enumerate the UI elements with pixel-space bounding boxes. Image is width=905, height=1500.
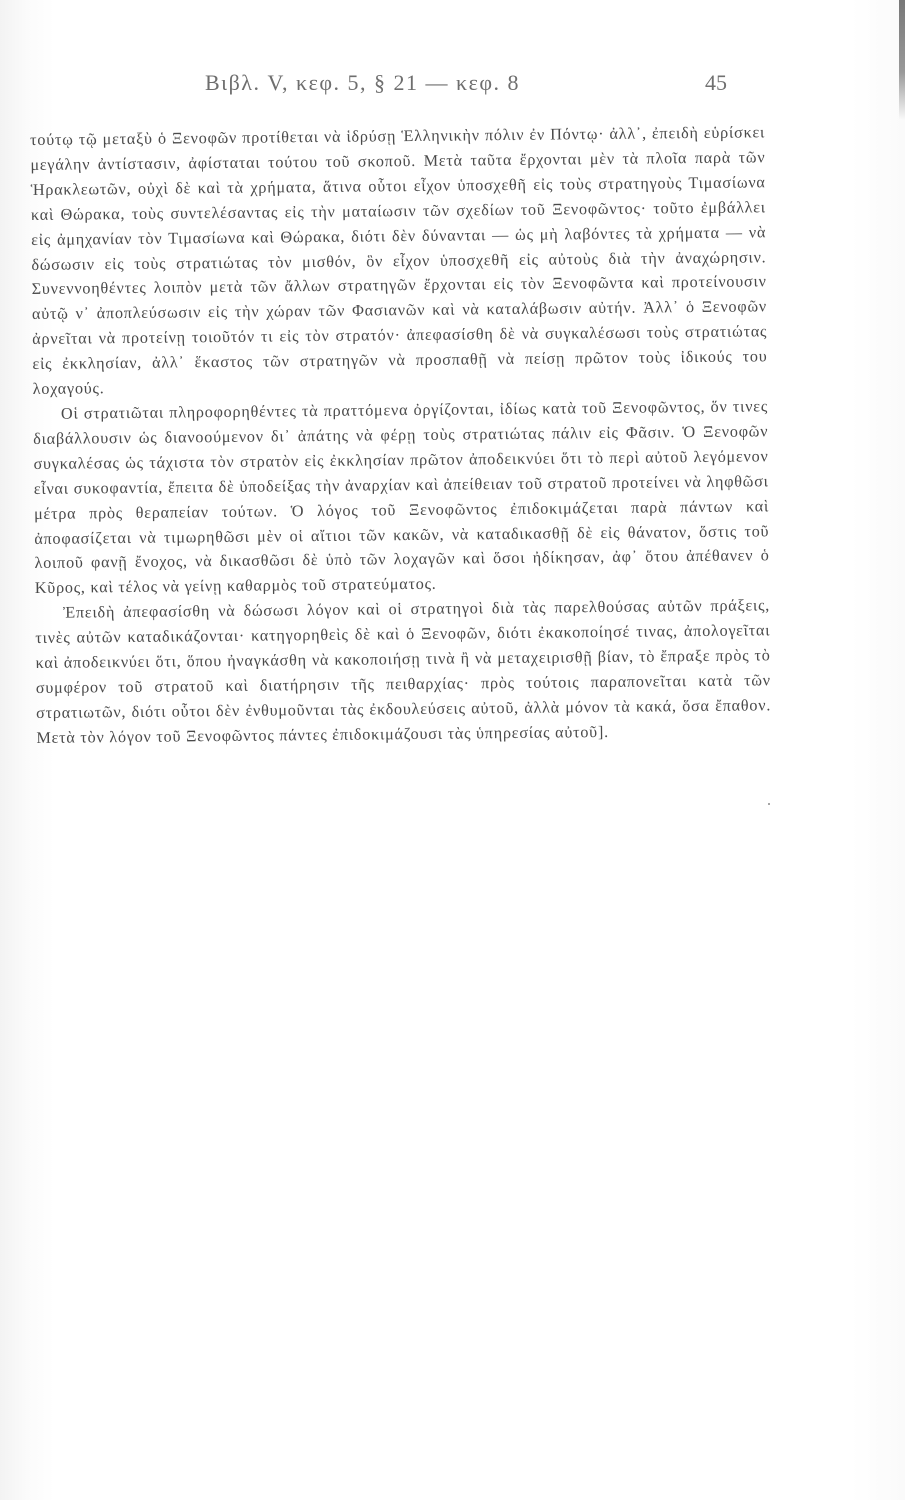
print-speck bbox=[768, 803, 770, 805]
page-number: 45 bbox=[705, 70, 727, 95]
running-head-title: Βιβλ. V, κεφ. 5, § 21 — κεφ. 8 bbox=[205, 70, 521, 95]
paragraph-1: τούτῳ τῷ μεταξὺ ὁ Ξενοφῶν προτίθεται νὰ ἱδρύσῃ Ἑλληνικὴν πόλιν ἐν Πόντῳ· ἀλλ᾽, ἐπειδὴ εὑρίσκει μεγάλην ἀντίστασιν, ἀφίσταται τούτου τοῦ σκοποῦ. Μετὰ ταῦτα ἔρχονται μὲν τὰ πλοῖα παρὰ τῶν Ἡρακλεωτῶν, οὐχὶ δὲ καὶ τὰ χρήματα, ἅτινα οὗτοι εἶχον ὑποσχεθῆ εἰς τοὺς στρατηγοὺς Τιμασίωνα καὶ Θώρακα, τοὺς συντελέσαντας εἰς τὴν ματαίωσιν τῶν σχεδίων τοῦ Ξενοφῶντος· τοῦτο ἐμβάλλει εἰς ἀμηχανίαν τὸν Τιμασίωνα καὶ Θώρακα, διότι δὲν δύνανται — ὡς μὴ λαβόντες τὰ χρήματα — νὰ δώσωσιν εἰς τοὺς στρατιώτας τὸν μισθόν, ὃν εἶχον ὑποσχεθῆ εἰς αὐτοὺς διὰ τὴν ἀναχώρησιν. Συνεννοηθέντες λοιπὸν μετὰ τῶν ἄλλων στρατηγῶν ἔρχονται εἰς τὸν Ξενοφῶντα καὶ προτείνουσιν αὐτῷ ν᾽ ἀποπλεύσωσιν εἰς τὴν χώραν τῶν Φασιανῶν καὶ νὰ καταλάβωσιν αὐτήν. Ἀλλ᾽ ὁ Ξενοφῶν ἀρνεῖται νὰ προτείνῃ τοιοῦτόν τι εἰς τὸν στρατόν· ἀπεφασίσθη δὲ νὰ συγκαλέσωσι τοὺς στρατιώτας εἰς ἐκκλησίαν, ἀλλ᾽ ἕκαστος τῶν στρατηγῶν νὰ προσπαθῇ νὰ πείσῃ πρῶτον τοὺς ἰδικούς του λοχαγούς. bbox=[30, 123, 768, 399]
body-text bbox=[30, 120, 771, 750]
paragraph-3: Ἐπειδὴ ἀπεφασίσθη νὰ δώσωσι λόγον καὶ οἱ στρατηγοὶ διὰ τὰς παρελθούσας αὐτῶν πράξεις, τινὲς αὐτῶν καταδικάζονται· κατηγορηθεὶς δὲ καὶ ὁ Ξενοφῶν, διότι ἐκακοποίησέ τινας, ἀπολογεῖται καὶ ἀποδεικνύει ὅτι, ὅπου ἠναγκάσθη νὰ κακοποιήσῃ τινὰ ἢ νὰ μεταχειρισθῇ βίαν, τὸ ἔπραξε πρὸς τὸ συμφέρον τοῦ στρατοῦ καὶ διατήρησιν τῆς πειθαρχίας· πρὸς τούτοις παραπονεῖται κατὰ τῶν στρατιωτῶν, διότι οὗτοι δὲν ἐνθυμοῦνται τὰς ἐκδουλεύσεις αὐτοῦ, ἀλλὰ μόνον τὰ κακά, ὅσα ἔπαθον. Μετὰ τὸν λόγον τοῦ Ξενοφῶντος πάντες ἐπιδοκιμάζουσι τὰς ὑπηρεσίας αὐτοῦ]. bbox=[35, 596, 772, 747]
paragraph-2: Οἱ στρατιῶται πληροφορηθέντες τὰ πραττόμενα ὀργίζονται, ἰδίως κατὰ τοῦ Ξενοφῶντος, ὅν τινες διαβάλλουσιν ὡς διανοούμενον δι᾽ ἀπάτης νὰ φέρῃ τοὺς στρατιώτας πάλιν εἰς Φᾶσιν. Ὁ Ξενοφῶν συγκαλέσας ὡς τάχιστα τὸν στρατὸν εἰς ἐκκλησίαν πρῶτον ἀποδεικνύει ὅτι τὸ περὶ αὐτοῦ λεγόμενον εἶναι συκοφαντία, ἔπειτα δὲ ὑποδείξας τὴν ἀναρχίαν καὶ ἀπείθειαν τοῦ στρατοῦ προτείνει νὰ ληφθῶσι μέτρα πρὸς θεραπείαν τούτων. Ὁ λόγος τοῦ Ξενοφῶντος ἐπιδοκιμάζεται παρὰ πάντων καὶ ἀποφασίζεται νὰ τιμωρηθῶσι μὲν οἱ αἴτιοι τῶν κακῶν, νὰ καταδικασθῇ δὲ εἰς θάνατον, ὅστις τοῦ λοιποῦ φανῇ ἔνοχος, νὰ δικασθῶσι δὲ ὑπὸ τῶν λοχαγῶν καὶ ὅσοι ἠδίκησαν, ἀφ᾽ ὅτου ἀπέθανεν ὁ Κῦρος, καὶ τέλος νὰ γείνῃ καθαρμὸς τοῦ στρατεύματος. bbox=[33, 397, 770, 598]
running-head bbox=[0, 70, 905, 110]
